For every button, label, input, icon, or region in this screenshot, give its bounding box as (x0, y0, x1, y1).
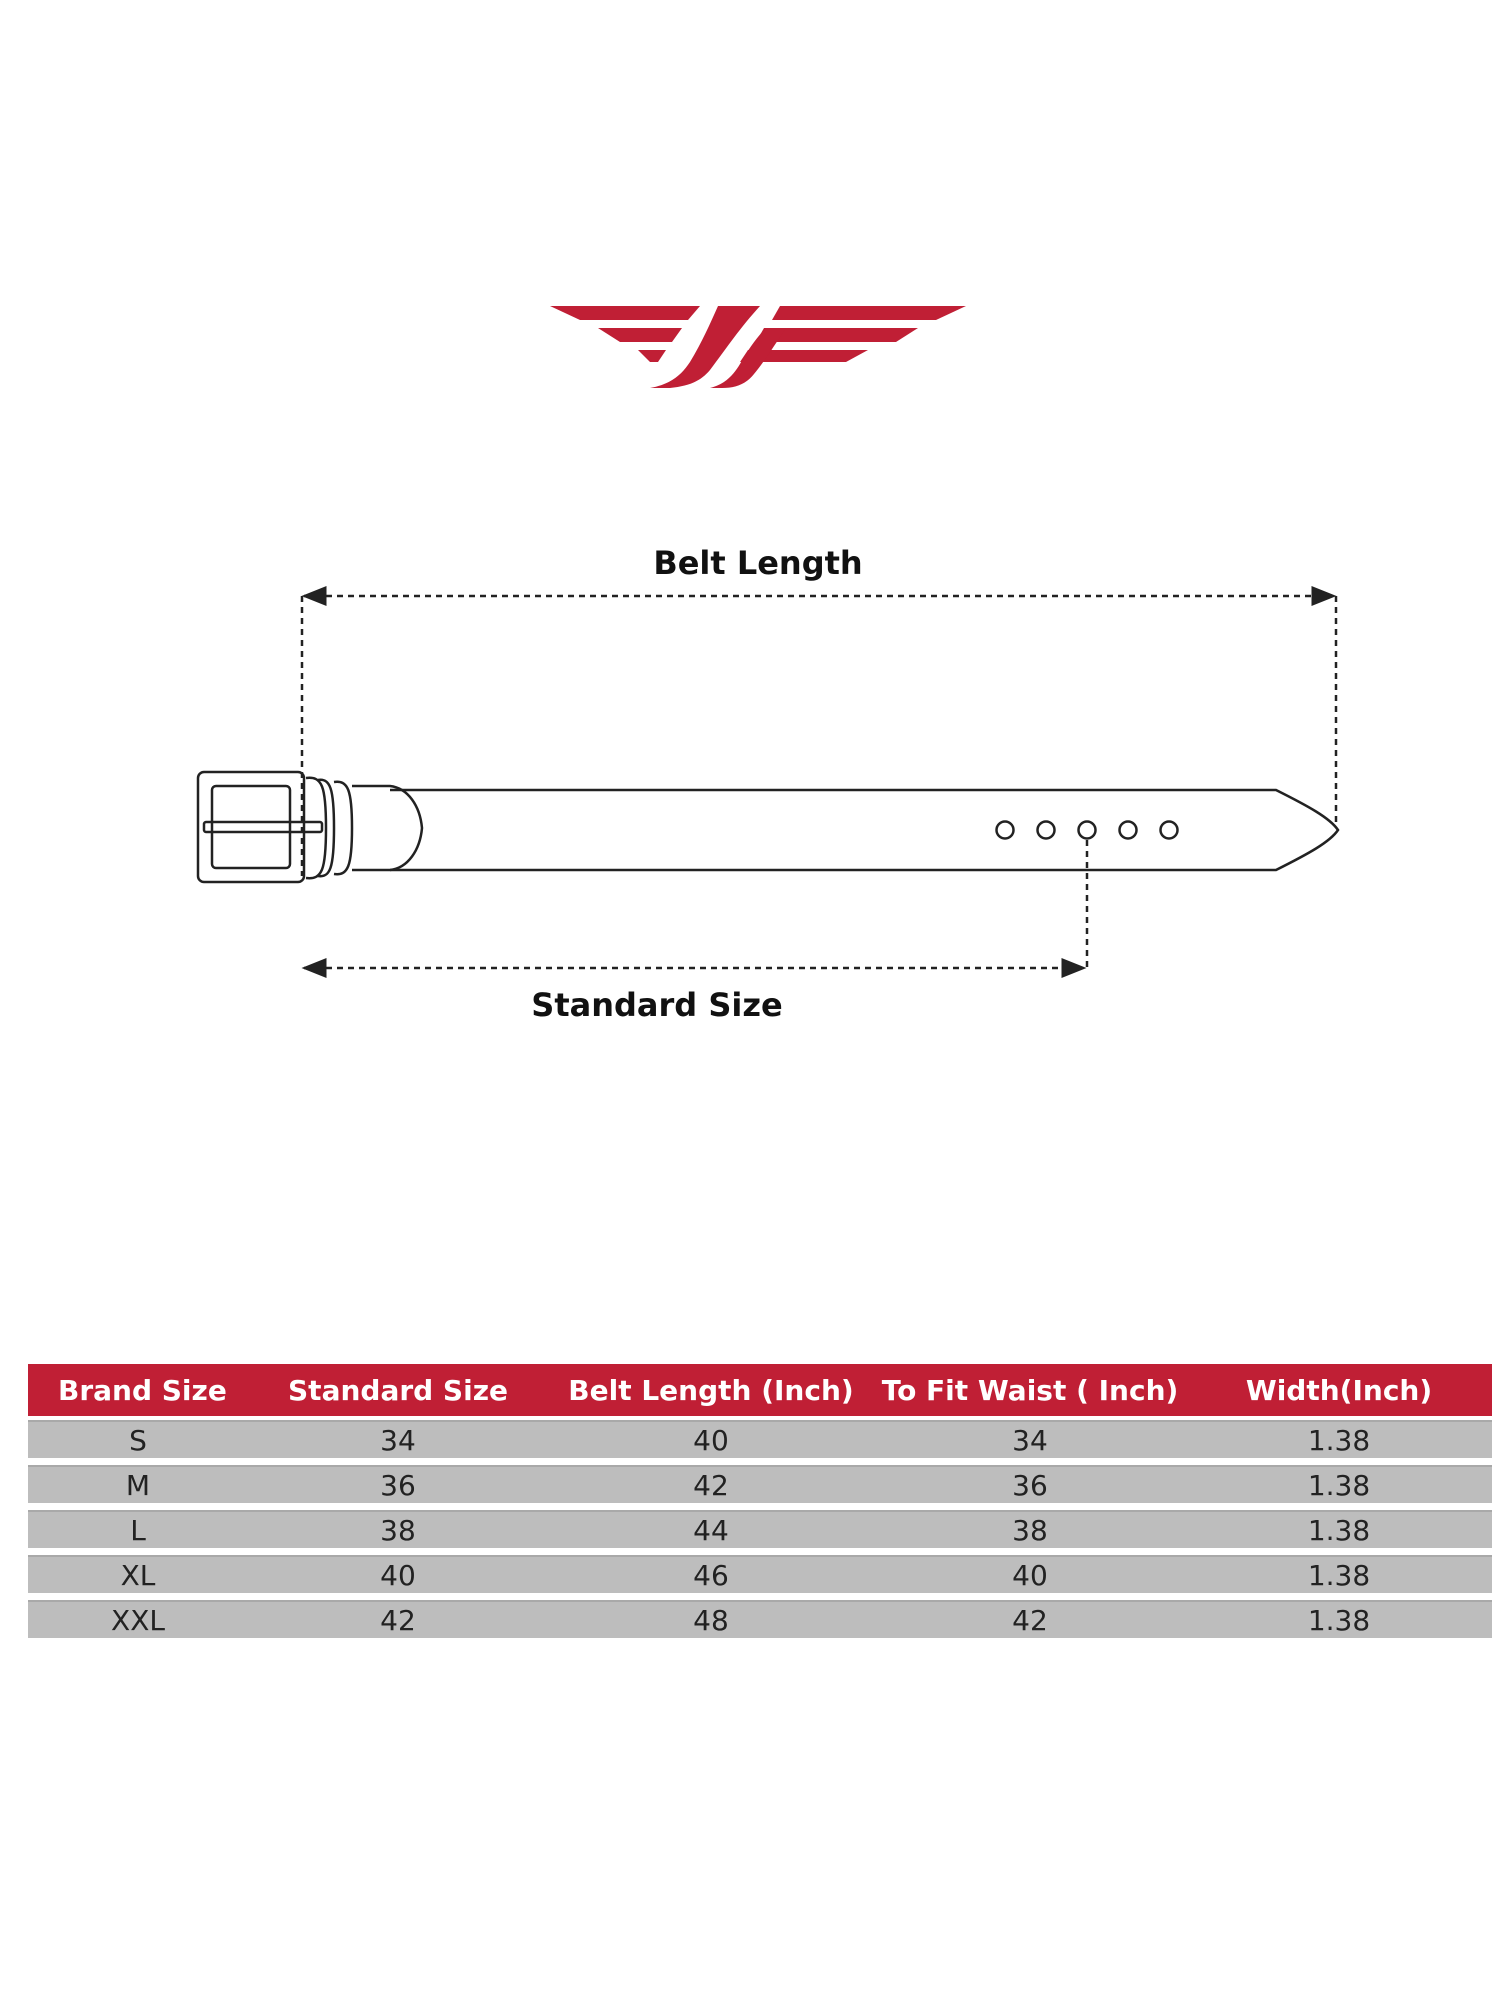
belt-length-dimension (302, 596, 1336, 876)
standard-size-dimension (304, 840, 1087, 968)
cell-width: 1.38 (1307, 1558, 1371, 1592)
cell-belt-length: 48 (693, 1603, 729, 1637)
belt-outline-icon (198, 772, 1338, 882)
cell-standard-size: 34 (380, 1423, 416, 1457)
belt-length-label: Belt Length (653, 544, 863, 582)
cell-standard-size: 38 (380, 1513, 416, 1547)
cell-to-fit-waist: 34 (1012, 1423, 1048, 1457)
column-header-width: Width(Inch) (1245, 1373, 1433, 1407)
cell-belt-length: 44 (693, 1513, 729, 1547)
cell-brand-size: M (125, 1468, 151, 1502)
table-row (28, 1420, 1492, 1458)
size-chart-table (28, 1364, 1492, 1645)
column-header-to-fit-waist: To Fit Waist ( Inch) (881, 1373, 1179, 1407)
cell-belt-length: 40 (693, 1423, 729, 1457)
cell-belt-length: 42 (693, 1468, 729, 1502)
winged-emblem-icon (550, 298, 966, 390)
cell-standard-size: 42 (380, 1603, 416, 1637)
table-row (28, 1510, 1492, 1548)
cell-to-fit-waist: 38 (1012, 1513, 1048, 1547)
cell-width: 1.38 (1307, 1513, 1371, 1547)
column-header-brand-size: Brand Size (58, 1373, 227, 1407)
cell-standard-size: 36 (380, 1468, 416, 1502)
table-row (28, 1465, 1492, 1503)
cell-belt-length: 46 (693, 1558, 729, 1592)
cell-brand-size: XL (120, 1558, 156, 1592)
standard-size-label: Standard Size (531, 986, 783, 1024)
column-header-belt-length: Belt Length (Inch) (568, 1373, 854, 1407)
cell-standard-size: 40 (380, 1558, 416, 1592)
table-row (28, 1555, 1492, 1593)
table-header (28, 1364, 1492, 1420)
cell-brand-size: XXL (111, 1603, 165, 1637)
cell-width: 1.38 (1307, 1468, 1371, 1502)
cell-to-fit-waist: 42 (1012, 1603, 1048, 1637)
cell-to-fit-waist: 36 (1012, 1468, 1048, 1502)
cell-width: 1.38 (1307, 1603, 1371, 1637)
table-row (28, 1600, 1492, 1638)
cell-brand-size: L (130, 1513, 146, 1547)
cell-to-fit-waist: 40 (1012, 1558, 1048, 1592)
belt-diagram (0, 530, 1500, 1050)
column-header-standard-size: Standard Size (288, 1373, 508, 1407)
cell-width: 1.38 (1307, 1423, 1371, 1457)
cell-brand-size: S (129, 1423, 147, 1457)
